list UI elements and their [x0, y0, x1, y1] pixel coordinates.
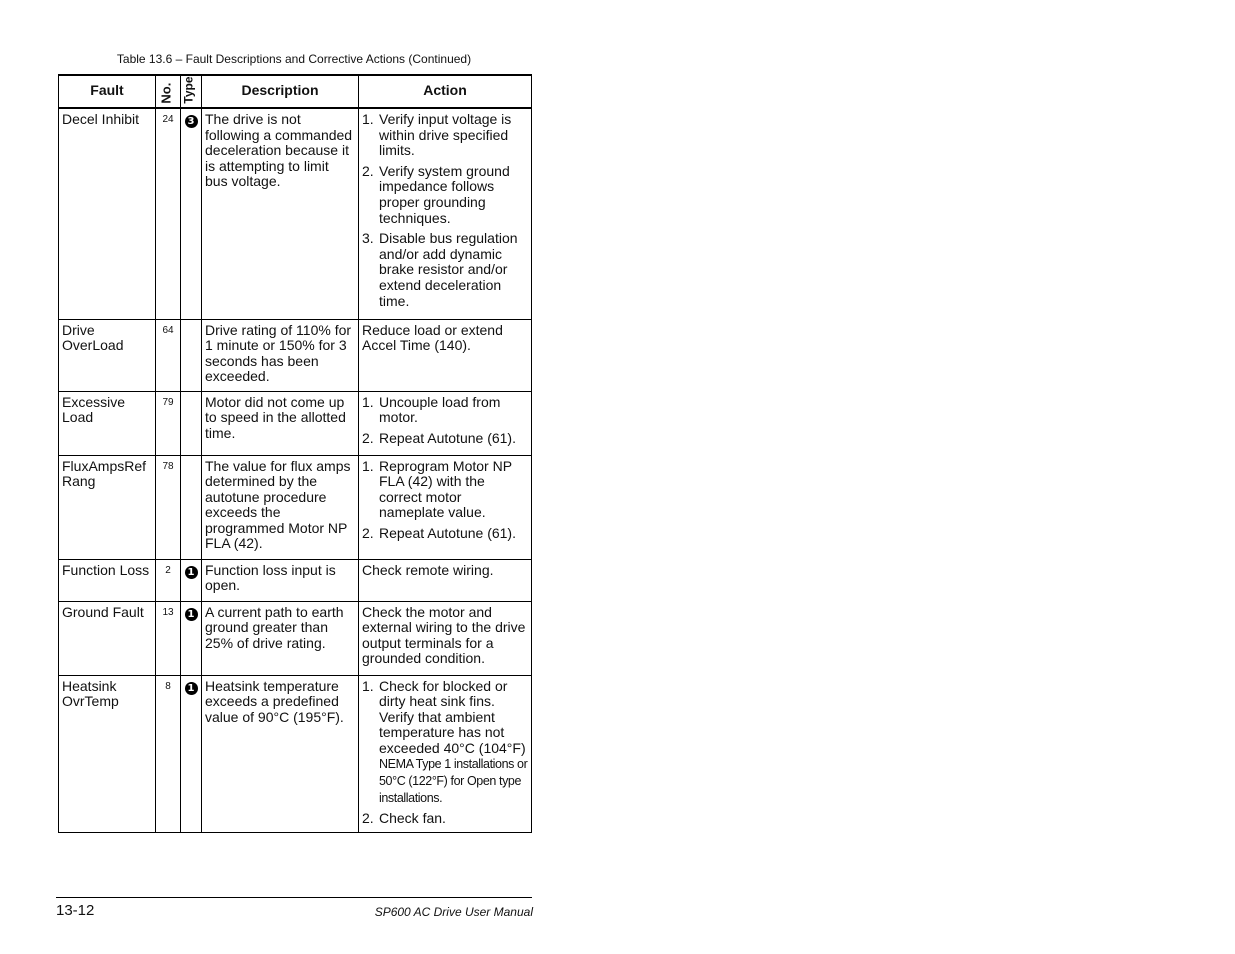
fault-name: Heatsink OvrTemp [59, 675, 156, 832]
fault-action: Check the motor and external wiring to the drive output terminals for a grounded condition. [359, 601, 532, 675]
fault-name: FluxAmpsRef Rang [59, 455, 156, 559]
step-text-small: NEMA Type 1 installations or 50°C (122°F) for Open type installations. [379, 757, 528, 805]
fault-action [359, 108, 532, 319]
step-number: 2. [362, 162, 374, 179]
fault-number: 8 [156, 675, 181, 832]
step-text-wrap [379, 811, 528, 827]
fault-name: Function Loss [59, 559, 156, 601]
table-row [59, 675, 532, 832]
fault-number: 2 [156, 559, 181, 601]
header-description: Description [202, 75, 359, 108]
step-text: Repeat Autotune (61). [379, 524, 516, 541]
step-text: Repeat Autotune (61). [379, 429, 516, 446]
table-row [59, 455, 532, 559]
type-bullet-icon: 1 [185, 682, 198, 695]
table-body [59, 108, 532, 832]
fault-description: Motor did not come up to speed in the allotted time. [202, 391, 359, 455]
fault-name: Ground Fault [59, 601, 156, 675]
step-number: 2. [362, 524, 374, 541]
fault-type [181, 601, 202, 675]
action-step [362, 112, 528, 159]
fault-name: Excessive Load [59, 391, 156, 455]
step-text-wrap [379, 679, 528, 807]
table-row [59, 601, 532, 675]
step-text-wrap [379, 459, 528, 521]
type-bullet-icon: 1 [185, 608, 198, 621]
header-action: Action [359, 75, 532, 108]
fault-name: Drive OverLoad [59, 319, 156, 391]
fault-number: 78 [156, 455, 181, 559]
fault-type [181, 108, 202, 319]
table-row [59, 108, 532, 319]
table-header-row [59, 75, 532, 108]
step-text: Check fan. [379, 810, 446, 827]
step-number: 2. [362, 810, 374, 827]
step-text: Verify system ground impedance follows proper grounding techniques. [379, 162, 510, 226]
fault-action: Reduce load or extend Accel Time (140). [359, 319, 532, 391]
header-no [156, 75, 181, 108]
action-step [362, 526, 528, 542]
fault-action [359, 675, 532, 832]
header-type-label: Type [181, 76, 196, 104]
fault-action [359, 455, 532, 559]
fault-number: 24 [156, 108, 181, 319]
fault-type [181, 675, 202, 832]
action-steps [362, 459, 528, 542]
action-steps [362, 395, 528, 447]
fault-description: Function loss input is open. [202, 559, 359, 601]
step-text: Uncouple load from motor. [379, 393, 501, 426]
table-row [59, 391, 532, 455]
action-step [362, 811, 528, 827]
action-step [362, 679, 528, 807]
table-row [59, 559, 532, 601]
step-text: Reprogram Motor NP FLA (42) with the correct motor nameplate value. [379, 457, 512, 521]
fault-table [58, 74, 532, 833]
fault-type [181, 391, 202, 455]
fault-description: The drive is not following a commanded deceleration because it is attempting to limit bus voltage. [202, 108, 359, 319]
action-step [362, 431, 528, 447]
step-text-wrap [379, 431, 528, 447]
step-text: Verify input voltage is within drive specified limits. [379, 111, 512, 159]
footer-rule [56, 897, 532, 898]
step-text: Check for blocked or dirty heat sink fins. Verify that ambient temperature has not exceeded 40°C (104°F) [379, 677, 526, 756]
step-number: 1. [362, 457, 374, 474]
table-caption: Table 13.6 – Fault Descriptions and Corrective Actions (Continued) [116, 52, 472, 66]
action-step [362, 164, 528, 226]
step-number: 2. [362, 429, 374, 446]
step-number: 1. [362, 111, 374, 127]
fault-description: Drive rating of 110% for 1 minute or 150% for 3 seconds has been exceeded. [202, 319, 359, 391]
fault-type [181, 455, 202, 559]
fault-description: Heatsink temperature exceeds a predefined value of 90°C (195°F). [202, 675, 359, 832]
manual-title: SP600 AC Drive User Manual [374, 905, 533, 919]
fault-number: 79 [156, 391, 181, 455]
step-number: 1. [362, 393, 374, 410]
page-number: 13-12 [56, 902, 95, 919]
header-type [181, 75, 202, 108]
step-text-wrap [379, 231, 528, 309]
header-fault: Fault [59, 75, 156, 108]
action-step [362, 395, 528, 426]
step-number: 3. [362, 230, 374, 247]
fault-type [181, 559, 202, 601]
fault-type [181, 319, 202, 391]
header-no-label: No. [158, 83, 174, 104]
fault-number: 13 [156, 601, 181, 675]
action-steps [362, 112, 528, 309]
action-step [362, 459, 528, 521]
action-step [362, 231, 528, 309]
step-text: Disable bus regulation and/or add dynamic brake resistor and/or extend deceleration time. [379, 230, 518, 309]
step-text-wrap [379, 164, 528, 226]
table-row [59, 319, 532, 391]
step-text-wrap [379, 526, 528, 542]
fault-description: The value for flux amps determined by the autotune procedure exceeds the programmed Motor NP FLA (42). [202, 455, 359, 559]
step-number: 1. [362, 677, 374, 694]
fault-action: Check remote wiring. [359, 559, 532, 601]
fault-action [359, 391, 532, 455]
fault-number: 64 [156, 319, 181, 391]
fault-name: Decel Inhibit [59, 108, 156, 319]
step-text-wrap [379, 112, 528, 159]
type-bullet-icon: 3 [185, 115, 198, 128]
type-bullet-icon: 1 [185, 566, 198, 579]
fault-description: A current path to earth ground greater than 25% of drive rating. [202, 601, 359, 675]
action-steps [362, 679, 528, 827]
step-text-wrap [379, 395, 528, 426]
